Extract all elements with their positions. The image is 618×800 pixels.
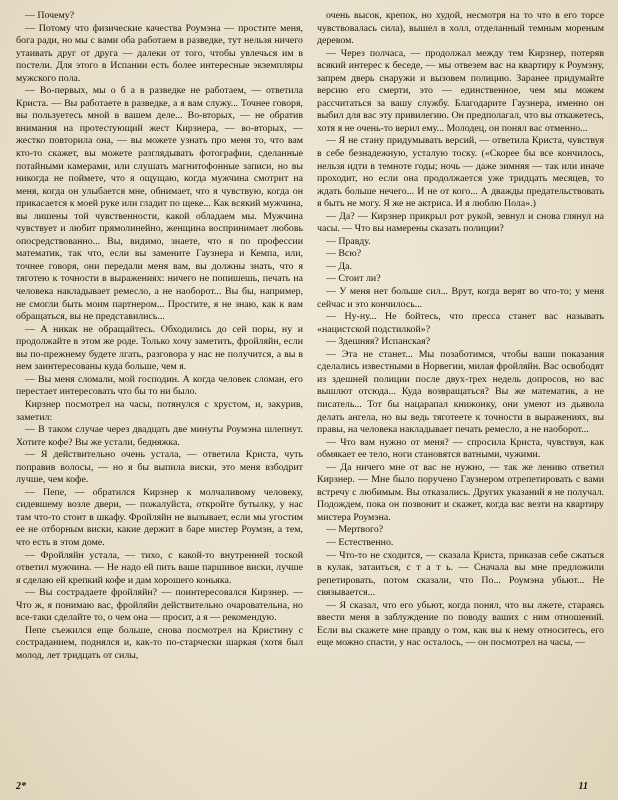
left-paragraph: — Пепе, — обратился Кирзнер к молчаливому человеку, сидевшему возле двери, — пожалуйста, откройте бутылку, у нас там что-то стоит в шкафу. Фройляйн не вызывает, если мы угостим ее не отборным виски, какие держит в баре мистер Роумэн, а тем, что есть в этом доме. [16, 486, 303, 548]
left-paragraph: — В таком случае через двадцать две минуты Роумэна шлепнут. Хотите кофе? Вы же устали, бедняжка. [16, 424, 303, 448]
right-column [317, 10, 604, 782]
right-paragraph: — Да. [326, 260, 352, 272]
left-paragraph: Пепе съежился еще больше, снова посмотрел на Кристину с состраданием, поднялся и, как-то по-старчески шаркая (хотя был молод, лет тридцать от силы, [16, 624, 303, 661]
left-paragraph: — Потому что физические качества Роумэна — простите меня, бога ради, но мы с вами оба работаем в разведке, тут нельзя ничего утаивать друг от друга — далеки от того, чтобы увлечься им в постели. Для этого в Испании есть более интересные экземпляры мужского пола. [16, 22, 303, 84]
right-paragraph: — Через полчаса, — продолжал между тем Кирзнер, потеряв всякий интерес к беседе, — мы отвезем вас на квартиру к Роумэну, запрем дверь снаружи и вызовем полицию. Заранее придумайте версию его смерти, это — единственное, чем мы можем рассчитаться за вашу службу. Благодарите Гаузнера, именно он выбил для вас эту привилегию. Он предполагал, что вы откажетесь, хотя я не очень-то верил ему... Молодец, он понял вас отменно... [317, 47, 604, 134]
right-paragraph: очень высок, крепок, но худой, несмотря на то что в его торсе чувствовалась сила), вышел в холл, отделанный темным мореным деревом. [317, 10, 604, 47]
right-paragraph: — Мертвого? [326, 524, 384, 536]
right-paragraph: — Что вам нужно от меня? — спросила Криста, чувствуя, как обмякает ее тело, ноги становятся ватными, чужими. [317, 436, 604, 461]
right-paragraph: — У меня нет больше сил... Врут, когда верят во что-то; у меня сейчас и это кончилось... [317, 286, 604, 310]
right-paragraph: — Что-то не сходится, — сказала Криста, приказав себе сжаться в кулак, затаиться, с т а т ь. — Сначала вы мне предложили репетировать, потом сказали, что По... Роумэна убьют... Не связывается... [317, 549, 604, 599]
right-paragraph: — Ну-ну... Не бойтесь, что пресса станет вас называть «нацистской подстилкой»? [317, 311, 604, 335]
left-paragraph: — Вы сострадаете фройляйн? — поинтересовался Кирзнер. — Что ж, я понимаю вас, фройляйн действительно очаровательна, но все-таки сделайте то, о чем она — просит, а я — рекомендую. [16, 587, 303, 624]
left-column [16, 10, 303, 782]
right-paragraph: — Я не стану придумывать версий, — ответила Криста, чувствуя в себе безнадежную, усталую тоску. («Скорее бы все кончилось, нельзя идти в темноте годы; ночь — даже зимняя — так или иначе проходит, но если она продолжается уже тридцать месяцев, то ждать больше нечего... И не от кого... А дважды предательствовать я быть не могу. Я же не актриса. И я люблю Пола».) [317, 135, 604, 210]
page-number: 11 [578, 781, 588, 792]
left-paragraph: Кирзнер посмотрел на часы, потянулся с хрустом, и, закурив, заметил: [16, 398, 303, 423]
right-paragraph: — Да ничего мне от вас не нужно, — так же лениво ответил Кирзнер. — Мне было поручено Гаузнером отрепетировать с вами встречу с любимым. Вы отказались. Других указаний я не получал. Подождем, пока он позвонит и скажет, когда вас везти на квартиру мистера Роумэна. [317, 461, 604, 523]
right-paragraph: — Эта не станет... Мы позаботимся, чтобы ваши показания сделались известными в Норвегии, милая фройляйн. Вас освободят из здешней полиции после двух-трех недель допросов, но вас вышлют отсюда... Куда возвращаться? Вы же математик, а не писатель... Тот бы нацарапал книжонку, они умеют из дьявола делать ангела, но вы ведь тяготеете к точности в выражениях, вы правы, на человека накладывает печать ремесло, а не наоборот... [317, 348, 604, 436]
right-paragraph: — Правду. [326, 235, 371, 247]
right-paragraph: — Всю? [326, 248, 362, 260]
signature-mark: 2* [16, 781, 26, 792]
left-paragraph: — Во-первых, мы о б а в разведке не работаем, — ответила Криста. — Вы работаете в разведке, а я вам служу... Точнее говоря, вы пользуетесь мной в вашем деле... Во-вторых, — не обратив внимания на протестующий жест Кирзнера, — во-вторых, — жестко повторила она, — вы можете узнать про меня то, что вам кто-то скажет, вы можете разглядывать фотографии, сделанные потайными камерами, или слушать магнитофонные записи, но вы никогда не поймете, что я ощущаю, когда мужчина смотрит на меня, когда он улыбается мне, обнимает, что я чувствую, когда он прикасается к моей руке или гладит по щеке... Как всякий мужчина, вы лишены той чувственности, какой обладаем мы. Мужчина чувствует и любит прямолинейно, женщина воспринимает любовь опосредствованно... Вы, видимо, знаете, что я по профессии математик, так что, если вы замените Гаузнера и Кемпа, или, точнее говоря, они передали меня вам, вы должны знать, что я тяготею к точности в выражениях: ничего не попишешь, печать на человека накладывает ремесло, а не наоборот... Вы бы, например, не смогли быть моим партнером... Простите, я не знаю, как к вам обращаться, вы не представились... [16, 85, 303, 323]
left-paragraph: — Я действительно очень устала, — ответила Криста, чуть поправив волосы, — но я бы выпила виски, это меня взбодрит лучше, чем кофе. [16, 449, 303, 486]
right-paragraph: — Естественно. [326, 536, 394, 548]
right-paragraph: — Я сказал, что его убьют, когда понял, что вы лжете, стараясь ввести меня в заблуждение по поводу ваших с ним отношений. Если вы скажете мне правду о том, как вы к нему относитесь, его еще можно спасти, у нас осталось, — он посмотрел на часы, — [317, 599, 604, 649]
right-paragraph: — Стоит ли? [326, 273, 381, 285]
right-paragraph: — Да? — Кирзнер прикрыл рот рукой, зевнул и снова глянул на часы. — Что вы намерены сказать полиции? [317, 210, 604, 235]
right-paragraph: — Здешняя? Испанская? [326, 336, 431, 348]
left-paragraph: — Почему? [25, 10, 75, 21]
text-columns [16, 10, 604, 782]
left-paragraph: — Фройляйн устала, — тихо, с какой-то внутренней тоской ответил мужчина. — Не надо ей пить ваше паршивое виски, лучше я сделаю ей крепкий кофе и дам хорошего коньяка. [16, 549, 303, 586]
left-paragraph: — Вы меня сломали, мой господин. А когда человек сломан, его перестает интересовать что бы то ни было. [16, 373, 303, 398]
left-paragraph: — А никак не обращайтесь. Обходились до сей поры, ну и продолжайте в этом же роде. Только хочу заметить, фройляйн, если вы по-прежнему будете лгать, разговора у нас не получится, а вы в нем заинтересованы куда больше, чем я. [16, 323, 303, 373]
